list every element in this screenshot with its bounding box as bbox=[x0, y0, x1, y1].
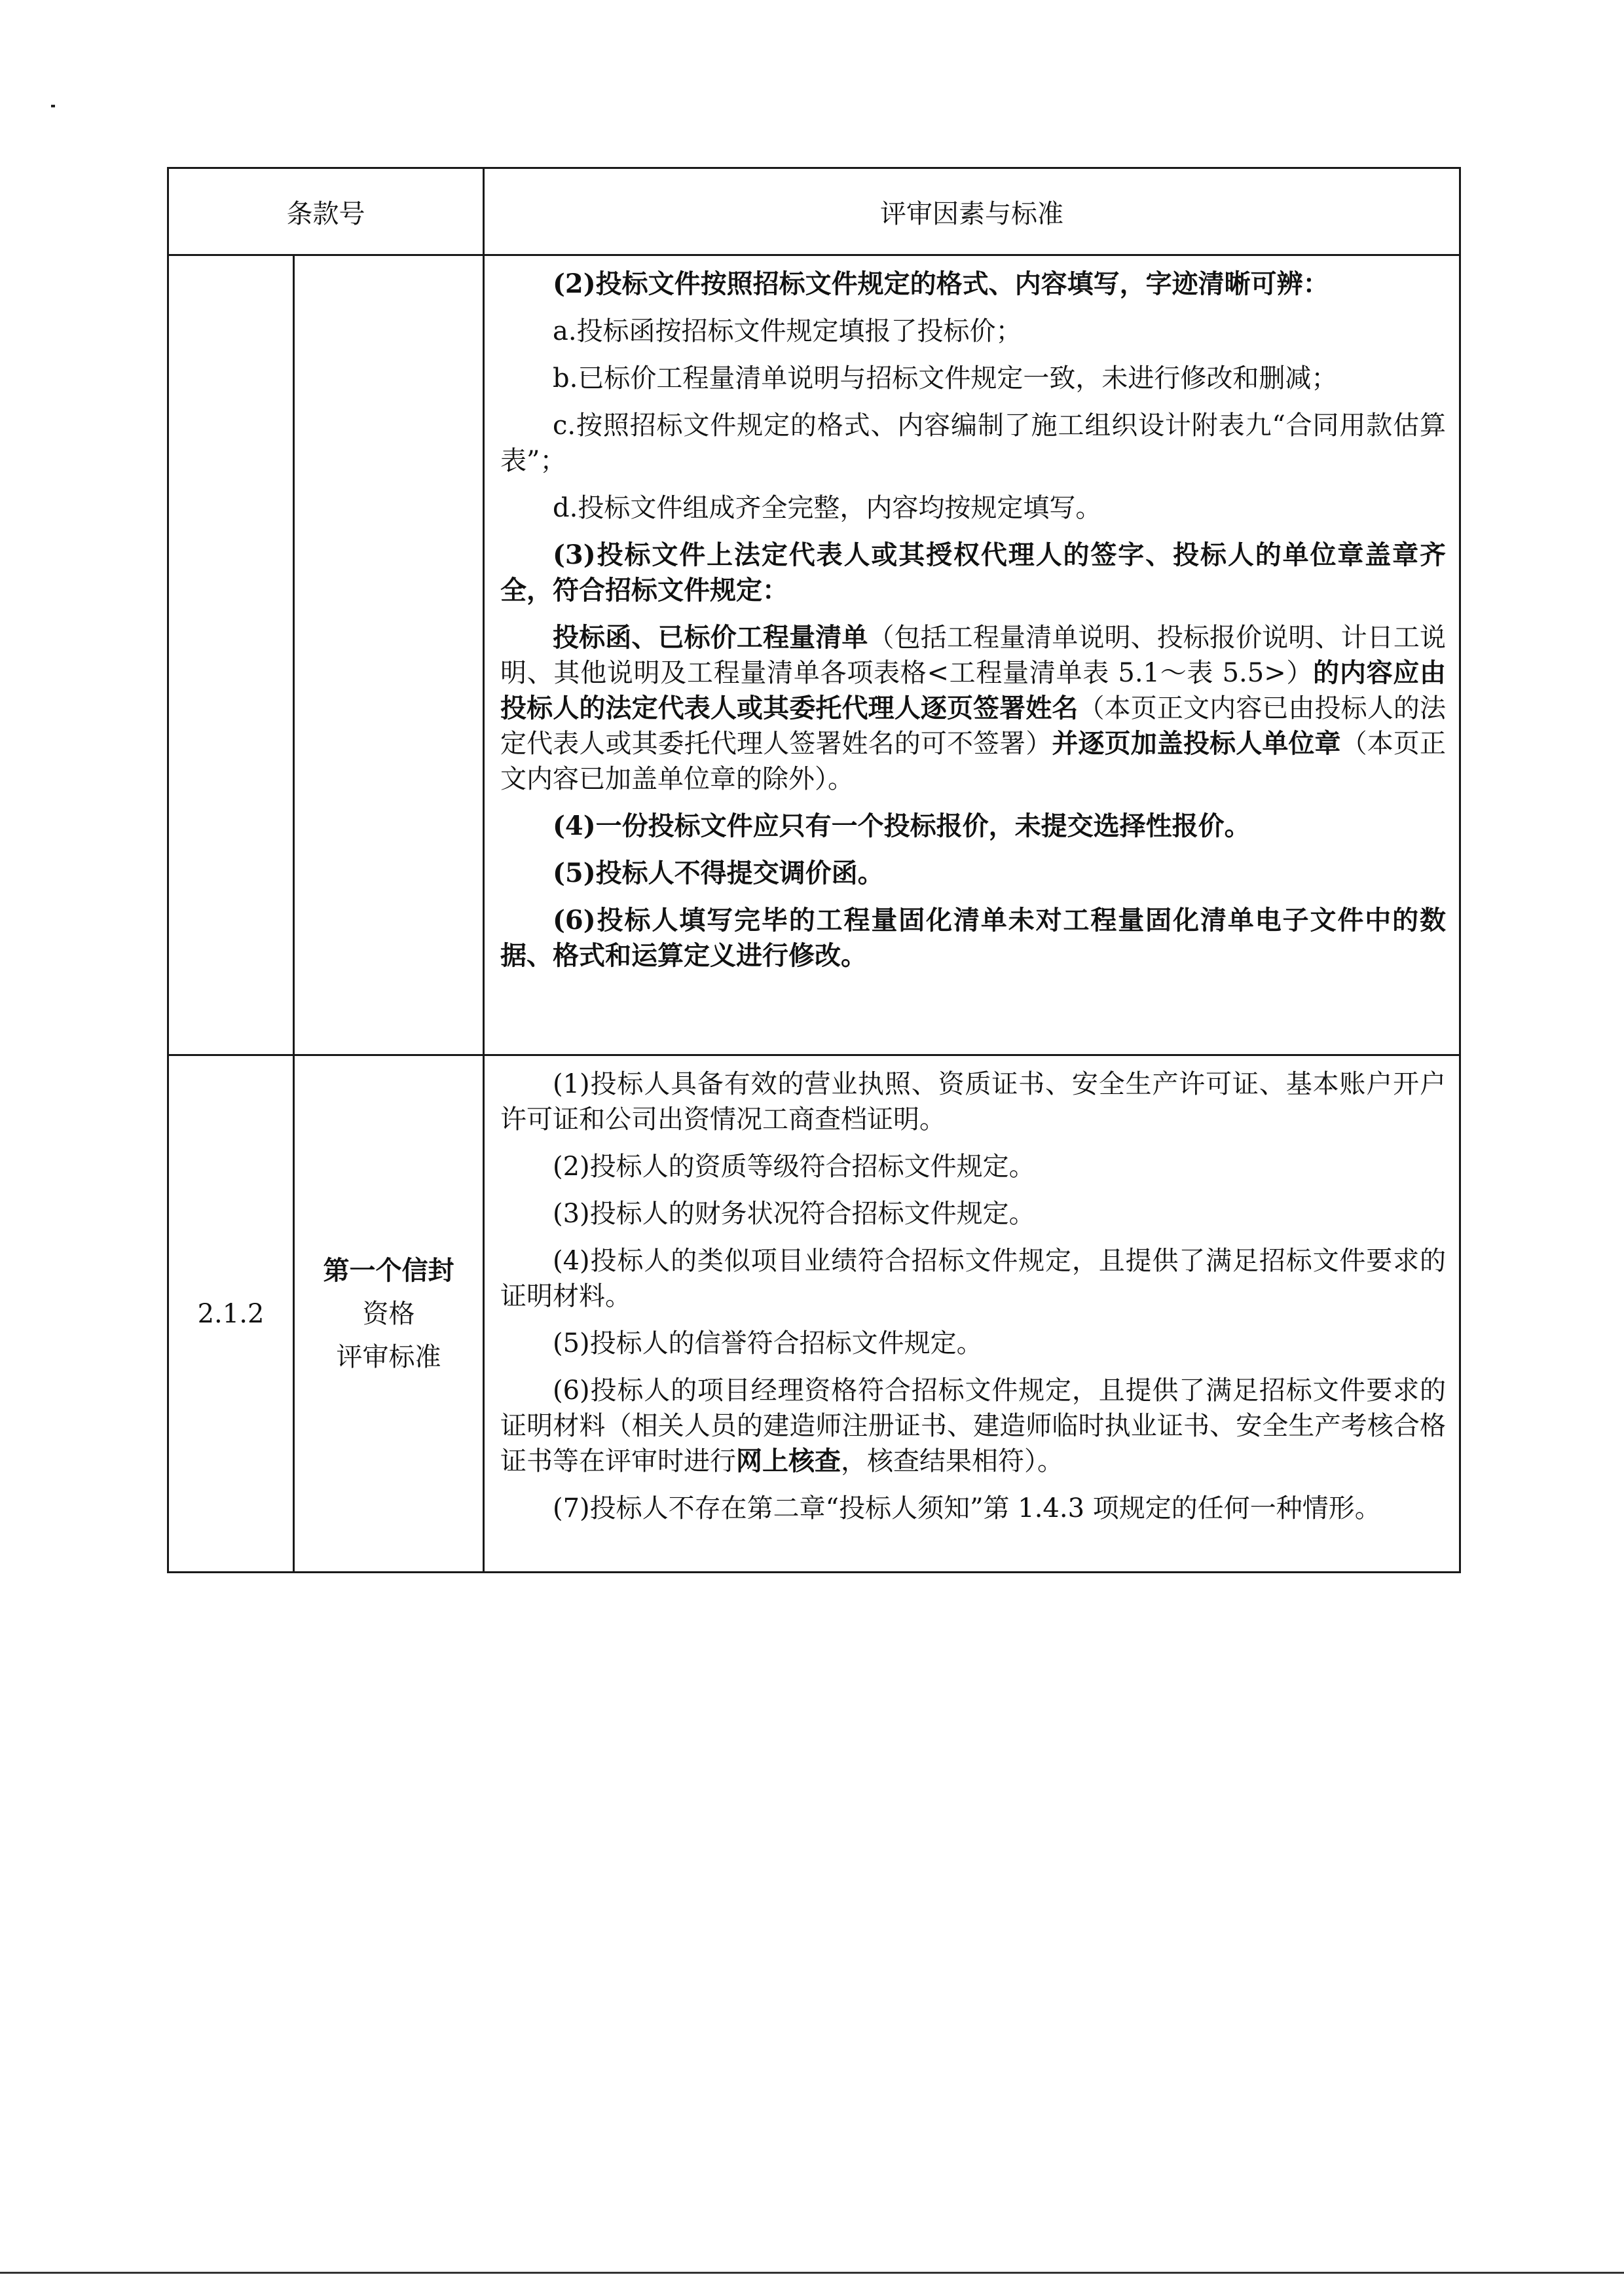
criteria-label-line1: 第一个信封 bbox=[323, 1254, 454, 1286]
criteria-cell-1 bbox=[484, 255, 1460, 1055]
paragraph-text: (5)投标人不得提交调价函。 bbox=[553, 858, 884, 888]
criteria-paragraph bbox=[500, 490, 1446, 526]
criteria-paragraph bbox=[500, 620, 1446, 797]
table-row bbox=[168, 1055, 1460, 1573]
paragraph-text: (2)投标人的资质等级符合招标文件规定。 bbox=[553, 1152, 1035, 1182]
criteria-paragraph bbox=[500, 809, 1446, 844]
criteria-label-line3: 评审标准 bbox=[336, 1341, 441, 1372]
header-criteria: 评审因素与标准 bbox=[484, 168, 1460, 255]
paragraph-text: (6)投标人填写完毕的工程量固化清单未对工程量固化清单电子文件中的数据、格式和运算定义进行修改。 bbox=[500, 905, 1446, 971]
criteria-paragraph bbox=[500, 1491, 1446, 1526]
paragraph-text: c.按照招标文件规定的格式、内容编制了施工组织设计附表九“合同用款估算表”； bbox=[500, 410, 1446, 476]
paragraph-text: （本页正文内容已由投标人的法定代表人或其委托代理人签署姓名的可不签署） bbox=[500, 693, 1447, 759]
paragraph-text: (5)投标人的信誉符合招标文件规定。 bbox=[553, 1328, 983, 1358]
criteria-paragraph bbox=[500, 1196, 1446, 1231]
paragraph-text: （包括工程量清单说明、投标报价说明、计日工说明、其他说明及工程量清单各项表格<工程量清单表 5.1～表 5.5>） bbox=[500, 623, 1447, 688]
paragraph-text: 网上核查 bbox=[736, 1446, 841, 1476]
paragraph-text: (4)投标人的类似项目业绩符合招标文件规定，且提供了满足招标文件要求的证明材料。 bbox=[500, 1246, 1446, 1311]
paragraph-text: (2)投标文件按照招标文件规定的格式、内容填写，字迹清晰可辨： bbox=[553, 268, 1329, 299]
paragraph-text: b.已标价工程量清单说明与招标文件规定一致，未进行修改和删减； bbox=[553, 363, 1338, 393]
paragraph-text: (7)投标人不存在第二章“投标人须知”第 1.4.3 项规定的任何一种情形。 bbox=[553, 1493, 1381, 1523]
criteria-paragraph bbox=[500, 361, 1446, 396]
criteria-cell-2 bbox=[484, 1055, 1460, 1573]
criteria-paragraph bbox=[500, 1373, 1446, 1479]
criteria-table bbox=[167, 167, 1461, 1573]
paragraph-text: (3)投标文件上法定代表人或其授权代理人的签字、投标人的单位章盖章齐全，符合招标文件规定： bbox=[500, 539, 1446, 606]
clause-no-cell-empty bbox=[168, 255, 294, 1055]
label-cell-empty bbox=[294, 255, 484, 1055]
paragraph-text: (3)投标人的财务状况符合招标文件规定。 bbox=[553, 1199, 1035, 1229]
criteria-paragraph bbox=[500, 538, 1446, 608]
criteria-paragraph bbox=[500, 856, 1446, 891]
criteria-paragraph bbox=[500, 314, 1446, 349]
paragraph-text: (1)投标人具备有效的营业执照、资质证书、安全生产许可证、基本账户开户许可证和公司出资情况工商查档证明。 bbox=[500, 1069, 1446, 1135]
paragraph-text: (6)投标人的项目经理资格符合招标文件规定，且提供了满足招标文件要求的证明材料（相关人员的建造师注册证书、建造师临时执业证书、安全生产考核合格证书等在评审时进行 bbox=[500, 1376, 1446, 1476]
scan-mark bbox=[51, 105, 55, 107]
paragraph-text: d.投标文件组成齐全完整，内容均按规定填写。 bbox=[553, 493, 1102, 523]
clause-number: 2.1.2 bbox=[168, 1055, 294, 1573]
criteria-paragraph bbox=[500, 1066, 1446, 1137]
paragraph-text: 的内容应由投标人的法定代表人或其委托代理人逐页签署姓名 bbox=[500, 657, 1447, 723]
paragraph-text: a.投标函按招标文件规定填报了投标价； bbox=[553, 316, 1022, 346]
header-clause-no: 条款号 bbox=[168, 168, 484, 255]
criteria-paragraph bbox=[500, 1149, 1446, 1184]
criteria-paragraphs bbox=[500, 266, 1446, 974]
criteria-label-line2: 资格 bbox=[362, 1298, 415, 1329]
criteria-paragraph bbox=[500, 1243, 1446, 1314]
criteria-label-cell bbox=[294, 1055, 484, 1573]
paragraph-text: 投标函、已标价工程量清单 bbox=[553, 622, 868, 653]
paragraph-text: (4)一份投标文件应只有一个投标报价，未提交选择性报价。 bbox=[553, 811, 1251, 841]
table-row bbox=[168, 255, 1460, 1055]
criteria-paragraphs bbox=[500, 1066, 1446, 1526]
paragraph-text: 并逐页加盖投标人单位章 bbox=[1052, 728, 1341, 759]
criteria-paragraph bbox=[500, 1326, 1446, 1361]
criteria-paragraph bbox=[500, 408, 1446, 479]
criteria-paragraph bbox=[500, 266, 1446, 302]
table-header-row bbox=[168, 168, 1460, 255]
criteria-paragraph bbox=[500, 903, 1446, 974]
paragraph-text: ，核查结果相符）。 bbox=[841, 1446, 1063, 1476]
paragraph-text: （本页正文内容已加盖单位章的除外）。 bbox=[500, 729, 1447, 794]
page-bottom-rule bbox=[0, 2272, 1624, 2274]
